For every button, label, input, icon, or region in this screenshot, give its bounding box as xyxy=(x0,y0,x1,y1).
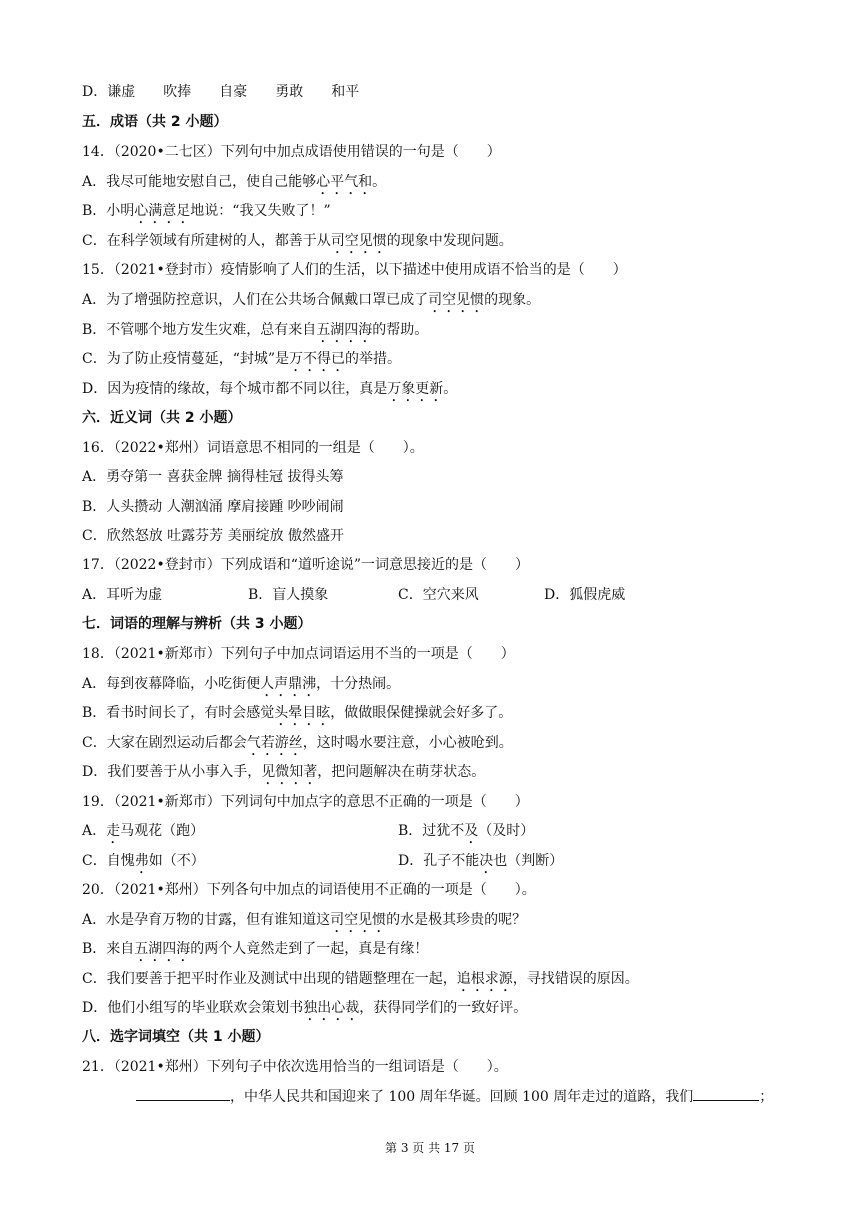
text: ，获得同学们的一致好评。 xyxy=(359,1000,528,1016)
text: 的现象。 xyxy=(484,292,541,308)
q18-option-d xyxy=(82,762,485,788)
emphasized-idiom: 司空见惯 xyxy=(428,292,485,308)
q16-option-a: A．勇夺第一 喜获金牌 摘得桂冠 拔得头筹 xyxy=(82,469,344,485)
q21-passage xyxy=(136,1086,773,1107)
q17-option-d: D．狐假虎威 xyxy=(544,587,626,603)
q20-stem: 20．（2021•郑州）下列各句中加点的词语使用不正确的一项是（ ）。 xyxy=(82,882,536,898)
q14-option-b xyxy=(82,201,331,227)
q16-option-c: C．欣然怒放 吐露芬芳 美丽绽放 傲然盛开 xyxy=(82,528,345,544)
text: 如（不） xyxy=(148,853,205,869)
q19-option-b xyxy=(398,821,534,847)
text: B．小明 xyxy=(82,203,135,219)
q18-stem: 18．（2021•新郑市）下列句子中加点词语运用不当的一项是（ ） xyxy=(82,646,515,662)
emphasized-char: 走 xyxy=(106,823,121,839)
text: A．每到夜幕降临，小吃街便 xyxy=(82,676,261,692)
text: C．大家在剧烈运动后都会 xyxy=(82,735,247,751)
q20-option-c xyxy=(82,969,639,995)
text: C．我们要善于把平时作业及测试中出现的错题整理在一起， xyxy=(82,971,457,987)
text: ，中华人民共和国迎来了 100 周年华诞。回顾 100 周年走过的道路，我们 xyxy=(230,1089,694,1105)
emphasized-idiom: 万象更新 xyxy=(387,381,444,397)
text: C．为了防止疫情蔓延，“封城”是 xyxy=(82,351,290,367)
emphasized-idiom: 头晕目眩 xyxy=(274,705,331,721)
emphasized-idiom: 气若游丝 xyxy=(246,735,303,751)
text: 。 xyxy=(372,174,387,190)
q18-option-b xyxy=(82,703,512,729)
text: 的举措。 xyxy=(345,351,402,367)
text: B．看书时间长了，有时会感觉 xyxy=(82,705,275,721)
q14-stem: 14．（2020•二七区）下列句中加点成语使用错误的一句是（ ） xyxy=(82,144,501,160)
fill-blank[interactable] xyxy=(693,1086,759,1101)
emphasized-idiom: 见微知著 xyxy=(261,764,318,780)
text: A．我尽可能地安慰自己，使自己能够 xyxy=(82,174,317,190)
text: 马观花（跑） xyxy=(120,823,205,839)
text: B．过犹不 xyxy=(398,823,465,839)
text: D．孔子不能 xyxy=(398,853,480,869)
text: D．因为疫情的缘故，每个城市都不同以往，真是 xyxy=(82,381,388,397)
section-8-heading: 八．选字词填空（共 1 小题） xyxy=(82,1029,270,1045)
q20-option-d xyxy=(82,998,527,1024)
text: 的现象中发现问题。 xyxy=(386,233,513,249)
text: B．不管哪个地方发生灾难，总有来自 xyxy=(82,322,317,338)
text: 地说：“我又失败了！” xyxy=(190,203,331,219)
text: ，寻找错误的原因。 xyxy=(512,971,639,987)
q19-option-a xyxy=(82,821,204,847)
q20-option-b xyxy=(82,939,428,965)
q17-option-c: C．空穴来风 xyxy=(398,587,479,603)
text: D．我们要善于从小事入手， xyxy=(82,764,262,780)
q14-option-a xyxy=(82,172,386,198)
q15-stem: 15．（2021•登封市）疫情影响了人们的生活，以下描述中使用成语不恰当的是（ ） xyxy=(82,262,627,278)
fill-blank[interactable] xyxy=(136,1086,230,1101)
q19-option-d xyxy=(398,851,563,877)
q17-option-a: A．耳听为虚 xyxy=(82,587,163,603)
emphasized-idiom: 五湖四海 xyxy=(134,941,191,957)
q21-stem: 21．（2021•郑州）下列句子中依次选用恰当的一组词语是（ ）。 xyxy=(82,1059,508,1075)
text: A．为了增强防控意识，人们在公共场合佩戴口罩已成了 xyxy=(82,292,429,308)
q14-option-c xyxy=(82,231,513,257)
text: ，把问题解决在萌芽状态。 xyxy=(317,764,486,780)
text: ，十分热闹。 xyxy=(316,676,401,692)
section-5-heading: 五．成语（共 2 小题） xyxy=(82,114,228,130)
q20-option-a xyxy=(82,910,526,936)
q19-option-c xyxy=(82,851,205,877)
q17-option-b: B．盲人摸象 xyxy=(248,587,329,603)
emphasized-char: 弗 xyxy=(134,853,149,869)
text: ； xyxy=(759,1089,774,1105)
text: 也（判断） xyxy=(493,853,564,869)
emphasized-char: 及 xyxy=(464,823,479,839)
text: C．在科学领域有所建树的人，都善于从 xyxy=(82,233,331,249)
text: ，做做眼保健操就会好多了。 xyxy=(330,705,513,721)
section-7-heading: 七．词语的理解与辨析（共 3 小题） xyxy=(82,616,312,632)
page-footer: 第 3 页 共 17 页 xyxy=(385,1141,475,1155)
emphasized-idiom: 追根求源 xyxy=(456,971,513,987)
q15-option-a xyxy=(82,290,540,316)
q15-option-b xyxy=(82,320,428,346)
emphasized-idiom: 司空见惯 xyxy=(330,233,387,249)
q16-stem: 16．（2022•郑州）词语意思不相同的一组是（ ）。 xyxy=(82,440,424,456)
emphasized-idiom: 万不得已 xyxy=(289,351,346,367)
text: C．自愧 xyxy=(82,853,135,869)
emphasized-idiom: 独出心裁 xyxy=(303,1000,360,1016)
text: 的帮助。 xyxy=(372,322,429,338)
emphasized-idiom: 五湖四海 xyxy=(316,322,373,338)
emphasized-idiom: 司空见惯 xyxy=(330,912,387,928)
text: 的水是极其珍贵的呢？ xyxy=(386,912,527,928)
q15-option-d xyxy=(82,379,457,405)
text: ，这时喝水要注意，小心被呛到。 xyxy=(302,735,513,751)
q17-stem: 17．（2022•登封市）下列成语和“道听途说”一词意思接近的是（ ） xyxy=(82,557,530,573)
q16-option-b: B．人头攒动 人潮汹涌 摩肩接踵 吵吵闹闹 xyxy=(82,499,344,515)
emphasized-idiom: 人声鼎沸 xyxy=(260,676,317,692)
q18-option-a xyxy=(82,674,400,700)
q18-option-c xyxy=(82,733,513,759)
section-6-heading: 六．近义词（共 2 小题） xyxy=(82,410,242,426)
emphasized-idiom: 心满意足 xyxy=(134,203,191,219)
q15-option-c xyxy=(82,349,401,375)
text: D．他们小组写的毕业联欢会策划书 xyxy=(82,1000,304,1016)
q13-option-d: D．谦虚 吹捧 自豪 勇敢 和平 xyxy=(82,84,360,100)
text: 。 xyxy=(443,381,458,397)
text: B．来自 xyxy=(82,941,135,957)
text: （及时） xyxy=(478,823,535,839)
text: A．水是孕育万物的甘露，但有谁知道这 xyxy=(82,912,331,928)
q19-stem: 19．（2021•新郑市）下列词句中加点字的意思不正确的一项是（ ） xyxy=(82,794,529,810)
text: A． xyxy=(82,823,107,839)
text: 的两个人竟然走到了一起，真是有缘！ xyxy=(190,941,429,957)
emphasized-idiom: 心平气和 xyxy=(316,174,373,190)
emphasized-char: 决 xyxy=(479,853,494,869)
